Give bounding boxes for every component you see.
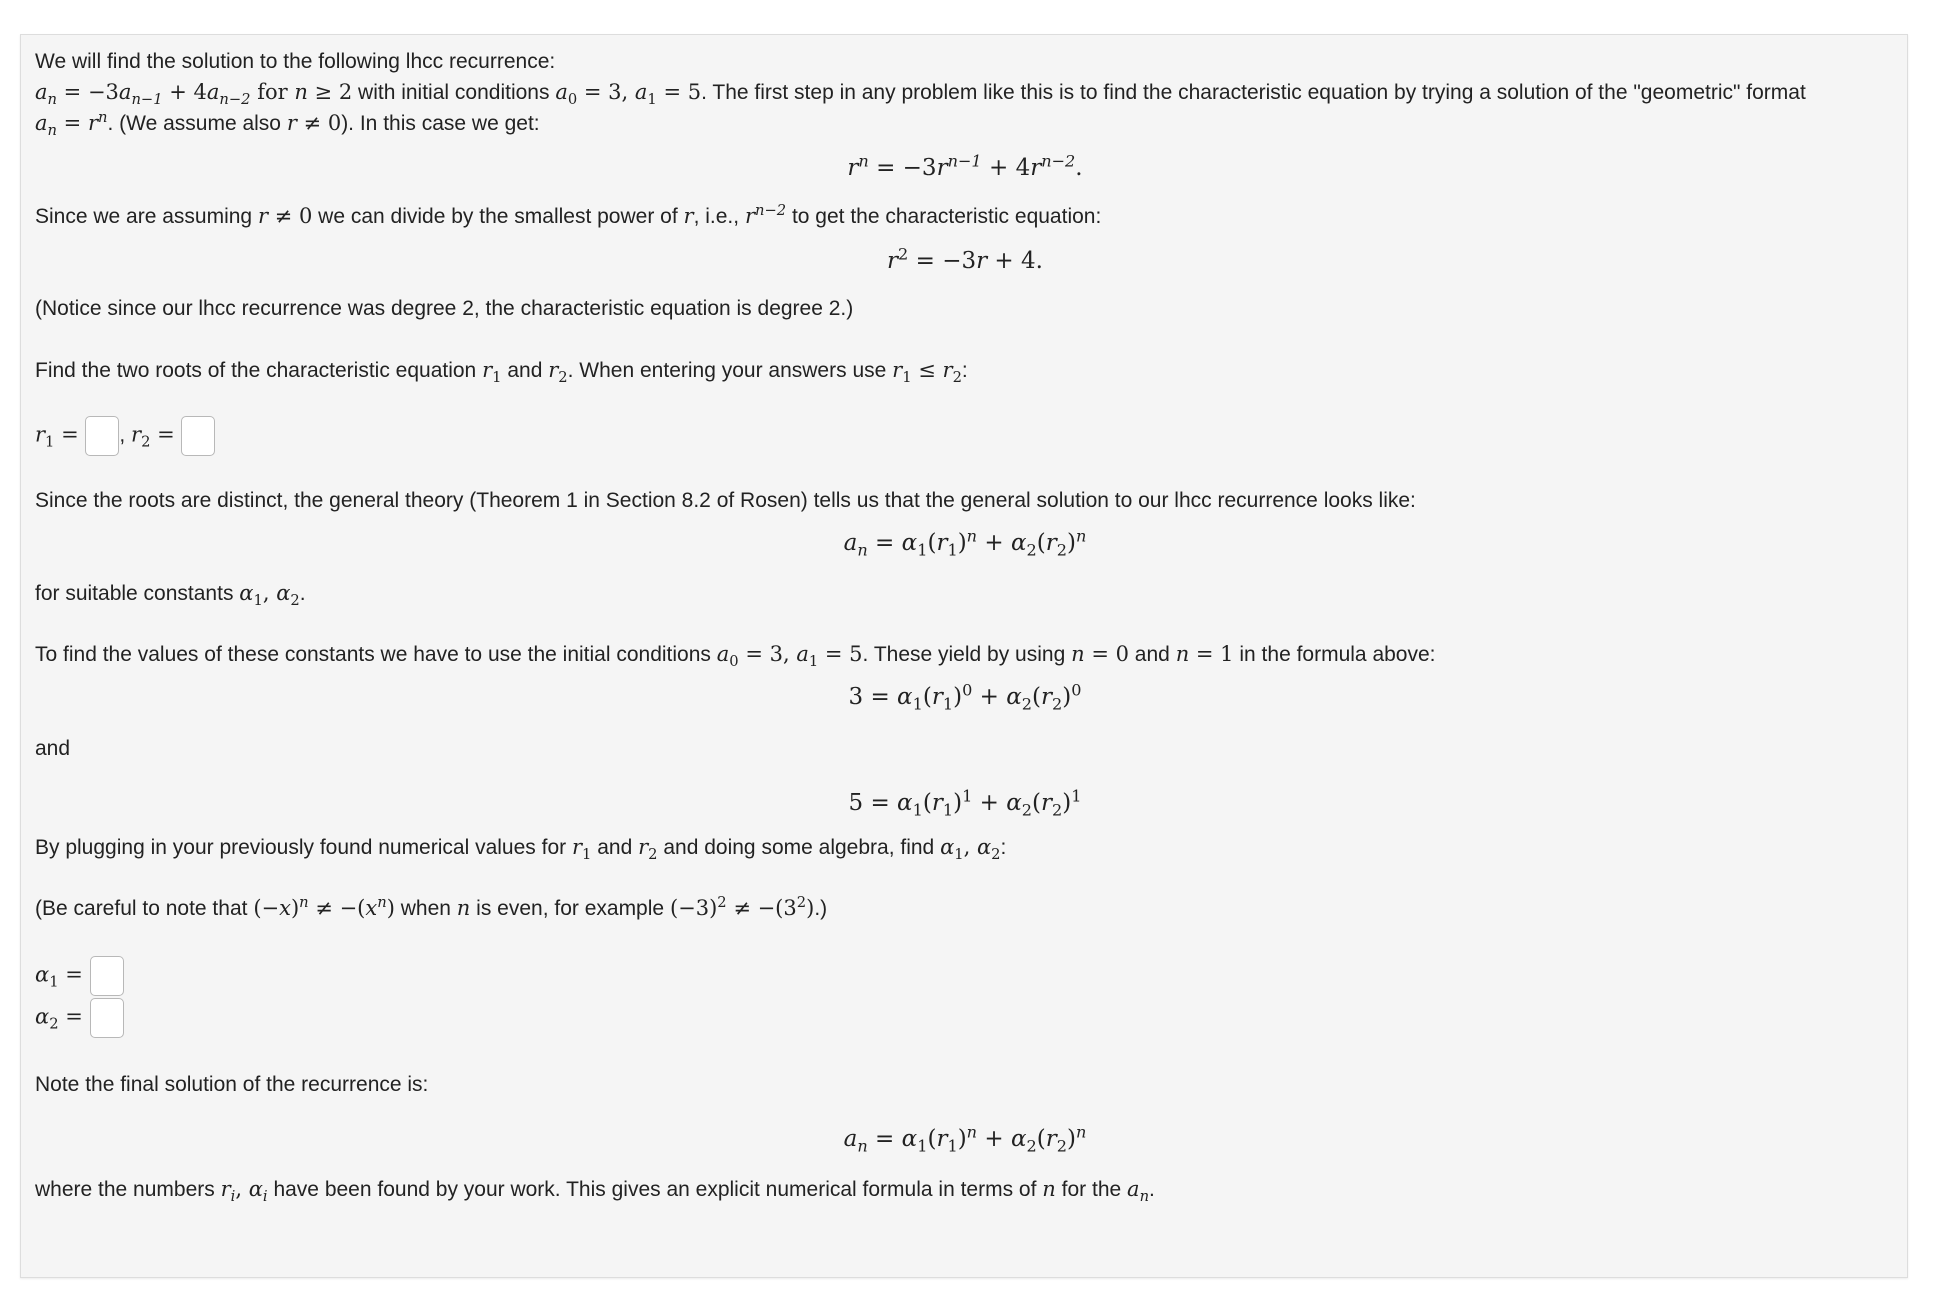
equation-n1: $5 = \alpha_1(r_1)^1 + \alpha_2(r_2)^1$ (848, 786, 1082, 820)
distinct-roots-line: Since the roots are distinct, the general theory (Theorem 1 in Section 8.2 of Rosen) tells us that the general solution to our lhcc recurrence looks like: (35, 489, 1416, 512)
plugging-line: By plugging in your previously found numerical values for $r_1$ and $r_2$ and doing some algebra, find $\alpha_1$, $\alpha_2$: (35, 835, 1007, 864)
characteristic-equation: $r^2 = -3r + 4$. (887, 244, 1043, 274)
problem-content (35, 47, 1895, 1205)
intro-line: We will find the solution to the following lhcc recurrence: (35, 50, 556, 73)
equation-n0: $3 = \alpha_1(r_1)^0 + \alpha_2(r_2)^0$ (848, 680, 1082, 714)
final-solution: $a_n = \alpha_1(r_1)^n + \alpha_2(r_2)^n$ (843, 1122, 1087, 1156)
final-note-line: Note the final solution of the recurrence is: (35, 1073, 429, 1096)
roots-inputs-row: $r_1$ = , $r_2$ = (35, 416, 1895, 460)
geometric-line: $a_n = r^n$. (We assume also r ≠ 0). In this case we get: (35, 109, 540, 140)
initial-conditions-line: To find the values of these constants we have to use the initial conditions $a_0 = 3$, $a_1 = 5$. These yield by using n = 0 and n = 1 in the formula above: (35, 642, 1436, 671)
alpha-inputs (35, 956, 1895, 1038)
divide-line: Since we are assuming r ≠ 0 we can divide by the smallest power of r, i.e., $r^{n-2}$ to get the characteristic equation: (35, 202, 1102, 228)
notice-line: (Notice since our lhcc recurrence was degree 2, the characteristic equation is degree 2.) (35, 297, 854, 320)
find-roots-line: Find the two roots of the characteristic equation $r_1$ and $r_2$. When entering your answers use $r_1 \le r_2$: (35, 358, 968, 387)
general-solution: $a_n = \alpha_1(r_1)^n + \alpha_2(r_2)^n$ (843, 526, 1087, 560)
problem-panel (20, 34, 1908, 1278)
alpha2-row: $\alpha_2$ = (35, 998, 1895, 1038)
recurrence-line: $a_n = -3a_{n-1} + 4a_{n-2}$ for n ≥ 2 with initial conditions $a_0 = 3$, $a_1 = 5$. The first step in any problem like this is to find the characteristic equation by trying a solution of the "geometric" format (35, 80, 1806, 109)
careful-line: (Be careful to note that $(-x)^n \ne -(x^n)$ when n is even, for example $(-3)^2 \ne -(3^2)$.) (35, 894, 828, 920)
and-line: and (35, 737, 71, 760)
r2-input[interactable] (181, 416, 215, 456)
alpha1-input[interactable] (90, 956, 124, 996)
suitable-line: for suitable constants $\alpha_1$, $\alpha_2$. (35, 581, 306, 610)
alpha2-input[interactable] (90, 998, 124, 1038)
equation-rn: $r^n = -3r^{n-1} + 4r^{n-2}$. (847, 151, 1083, 181)
r1-input[interactable] (85, 416, 119, 456)
where-line: where the numbers $r_i$, $\alpha_i$ have been found by your work. This gives an explicit numerical formula in terms of n for the $a_n$. (35, 1177, 1155, 1206)
alpha1-row: $\alpha_1$ = (35, 956, 1895, 996)
